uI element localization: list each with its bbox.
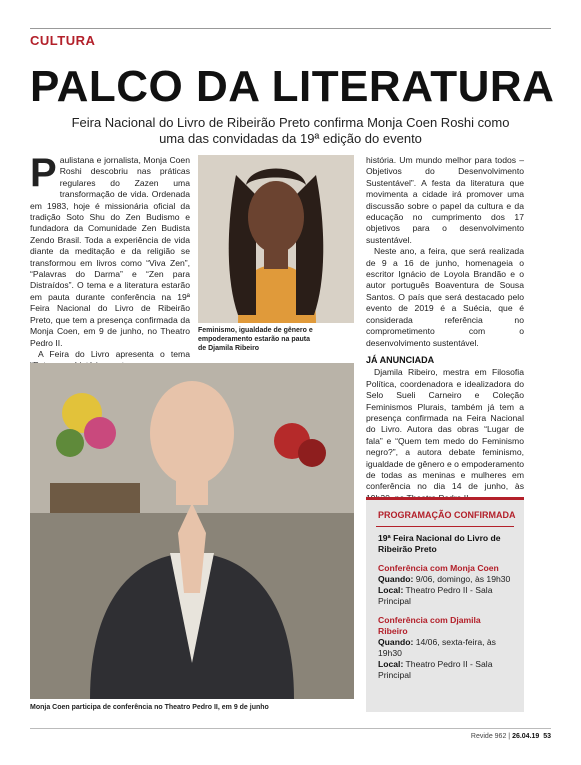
conference-where bbox=[378, 585, 512, 607]
schedule-box bbox=[366, 497, 524, 712]
article-column-3 bbox=[366, 155, 524, 504]
conference-when bbox=[378, 574, 512, 585]
box-body bbox=[378, 533, 512, 681]
deck: Feira Nacional do Livro de Ribeirão Preto confirma Monja Coen Roshi como uma das convidadas da 19ª edição do evento bbox=[71, 115, 510, 146]
when-value: 14/06, sexta-feira, às 19h30 bbox=[378, 637, 496, 658]
portrait-illustration bbox=[198, 155, 354, 323]
when-label: Quando: bbox=[378, 637, 414, 647]
paragraph: A Feira do Livro apresenta o tema bbox=[38, 348, 190, 359]
when-value: 9/06, domingo, às 19h30 bbox=[415, 574, 511, 584]
paragraph: Neste ano, a feira, que será realizada de 9 a 16 de junho, homenageia o escritor Ignácio de Loyola Brandão e o autor português Boaventura de Sousa Santos. O país que será destacado pelo evento de 2019 é a Suécia, que é considerada referência no comprometimento com o desenvolvimento sustentável. bbox=[366, 246, 524, 348]
section-label: CULTURA bbox=[30, 33, 96, 48]
monja-photo bbox=[30, 363, 354, 699]
magazine-name: Revide 962 bbox=[470, 733, 507, 740]
article-column-1 bbox=[30, 151, 190, 372]
paragraph: aulistana e jornalista, Monja Coen Roshi descobriu nas práticas regulares do Zazen uma transformação de vida. Ordenada em 1983, hoje é missionária oficial da tradição Soto Shu do Zen Budismo e fundadora da Comunidade Zen Budista Zendo Brasil. Toda a experiência de vida diante da meditação e da religião se transformou em livros como “Viva Zen”, “Palavras do Darma” e “Zen para Distraídos”. O tema e a literatura estarão em pauta durante conferência na 19ª Feira Nacional do Livro de Ribeirão Preto, que tem a presença confirmada da Monja Coen, em 9 de junho, no Theatro Pedro II. bbox=[30, 155, 190, 348]
top-rule bbox=[30, 28, 551, 29]
dropcap: P bbox=[30, 151, 57, 195]
conference-when bbox=[378, 637, 512, 659]
djamila-photo bbox=[198, 155, 354, 323]
paragraph: história. Um mundo melhor para todos – Objetivos do Desenvolvimento Sustentável”. A festa da literatura que movimenta a cidade irá promover uma discussão sobre o papel da cultura e da educação no cumprimento dos 17 objetivos para o desenvolvimento sustentável. bbox=[366, 155, 524, 245]
caption-monja: Monja Coen participa de conferência no Theatro Pedro II, em 9 de junho bbox=[30, 704, 269, 711]
conference-where bbox=[378, 659, 512, 681]
paragraph: Djamila Ribeiro, mestra em Filosofia Política, coordenadora e idealizadora do Selo Sueli Carneiro e Coleção Feminismos Plurais, também já tem a presença confirmada na Feira Nacional do Livro. Autora das obras “Lugar de fala” e “Quem tem medo do Feminismo negro?”, a autora debate feminismo, igualdade de gênero e o empoderamento de todas as meninas e mulheres em conferência no dia 14 de junho, às bbox=[366, 367, 524, 492]
conference-title: Conferência com Monja Coen bbox=[378, 563, 499, 573]
when-label: Quando: bbox=[378, 574, 414, 584]
box-divider bbox=[376, 526, 514, 527]
bottom-rule bbox=[30, 728, 551, 729]
headline: PALCO DA LITERATURA bbox=[30, 62, 555, 111]
where-value: Theatro Pedro II - Sala Principal bbox=[378, 585, 493, 606]
caption-djamila: Feminismo, igualdade de gênero e empoderamento estarão na pauta de Djamila Ribeiro bbox=[198, 327, 313, 352]
where-value: Theatro Pedro II - Sala Principal bbox=[378, 659, 493, 680]
subhead: JÁ ANUNCIADA bbox=[366, 354, 435, 365]
page-number: 53 bbox=[543, 733, 551, 740]
page-footer: Revide 962 | 26.04.19 53 bbox=[470, 733, 551, 740]
portrait-illustration bbox=[30, 363, 354, 699]
where-label: Local: bbox=[378, 659, 404, 669]
box-title: PROGRAMAÇÃO CONFIRMADA bbox=[378, 510, 516, 520]
event-name: 19ª Feira Nacional do Livro de Ribeirão Preto bbox=[378, 533, 501, 554]
where-label: Local: bbox=[378, 585, 404, 595]
issue-date: 26.04.19 bbox=[512, 733, 540, 740]
conference-title: Conferência com Djamila Ribeiro bbox=[378, 615, 481, 636]
